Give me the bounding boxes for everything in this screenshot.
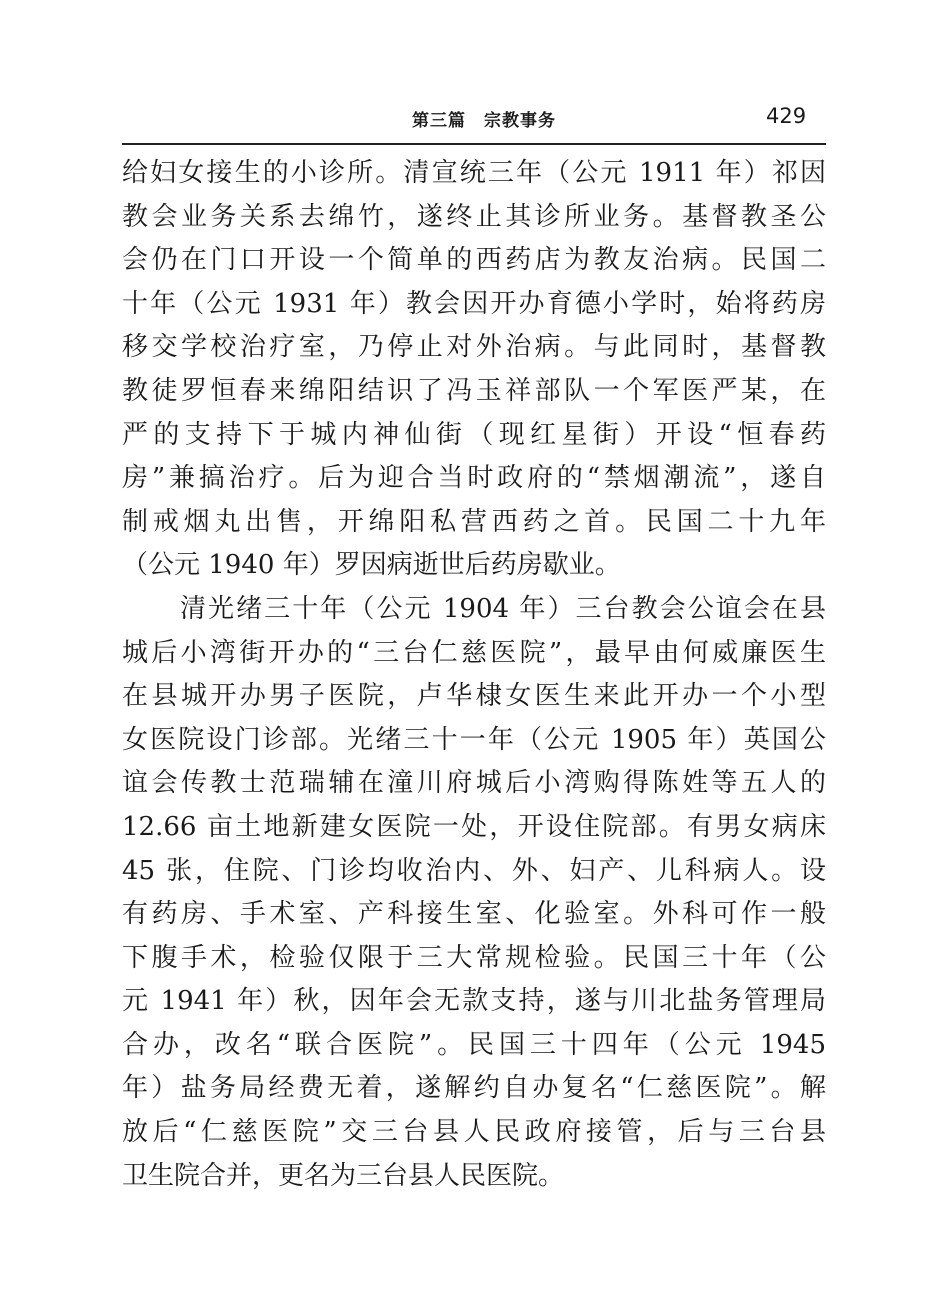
text-line: 严的支持下于城内神仙街（现红星街）开设“恒春药 <box>122 419 826 450</box>
text-line: 教会业务关系去绵竹，遂终止其诊所业务。基督教圣公 <box>122 201 826 232</box>
text-line: 12.66 亩土地新建女医院一处，开设住院部。有男女病床 <box>122 811 826 842</box>
text-line: 给妇女接生的小诊所。清宣统三年（公元 1911 年）祁因 <box>122 158 826 188</box>
text-line: 教徒罗恒春来绵阳结识了冯玉祥部队一个军医严某，在 <box>122 375 826 406</box>
text-line: 在县城开办男子医院，卢华棣女医生来此开办一个小型 <box>122 681 826 712</box>
text-line: 放后“仁慈医院”交三台县人民政府接管，后与三台县 <box>122 1117 826 1148</box>
text-line: 卫生院合并，更名为三台县人民医院。 <box>122 1160 565 1191</box>
page-number: 429 <box>766 104 807 128</box>
text-line: 城后小湾街开办的“三台仁慈医院”，最早由何威廉医生 <box>122 637 826 668</box>
text-line: 房”兼搞治疗。后为迎合当时政府的“禁烟潮流”，遂自 <box>122 463 826 494</box>
header-rule <box>122 143 826 145</box>
running-head-title: 第三篇 宗教事务 <box>412 111 556 131</box>
text-line: 谊会传教士范瑞辅在潼川府城后小湾购得陈姓等五人的 <box>122 768 826 799</box>
text-line: 移交学校治疗室，乃停止对外治病。与此同时，基督教 <box>122 332 826 363</box>
body-text <box>122 152 826 1198</box>
text-line: 会仍在门口开设一个简单的西药店为教友治病。民国二 <box>122 245 826 276</box>
text-line: 45 张，住院、门诊均收治内、外、妇产、儿科病人。设 <box>122 855 826 886</box>
page-header <box>0 100 936 140</box>
text-line: 年）盐务局经费无着，遂解约自办复名“仁慈医院”。解 <box>122 1073 826 1104</box>
text-line: 下腹手术，检验仅限于三大常规检验。民国三十年（公 <box>122 942 826 973</box>
text-line: 有药房、手术室、产科接生室、化验室。外科可作一般 <box>122 899 826 930</box>
text-line: 十年（公元 1931 年）教会因开办育德小学时，始将药房 <box>122 288 826 319</box>
text-line: 合办，改名“联合医院”。民国三十四年（公元 1945 <box>122 1029 826 1060</box>
text-line: 制戒烟丸出售，开绵阳私营西药之首。民国二十九年 <box>122 506 826 537</box>
text-line: 元 1941 年）秋，因年会无款支持，遂与川北盐务管理局 <box>122 986 826 1017</box>
text-line: 女医院设门诊部。光绪三十一年（公元 1905 年）英国公 <box>122 724 826 755</box>
paragraph-first-line: 清光绪三十年（公元 1904 年）三台教会公谊会在县 <box>180 593 826 624</box>
text-line: （公元 1940 年）罗因病逝世后药房歇业。 <box>122 550 621 581</box>
